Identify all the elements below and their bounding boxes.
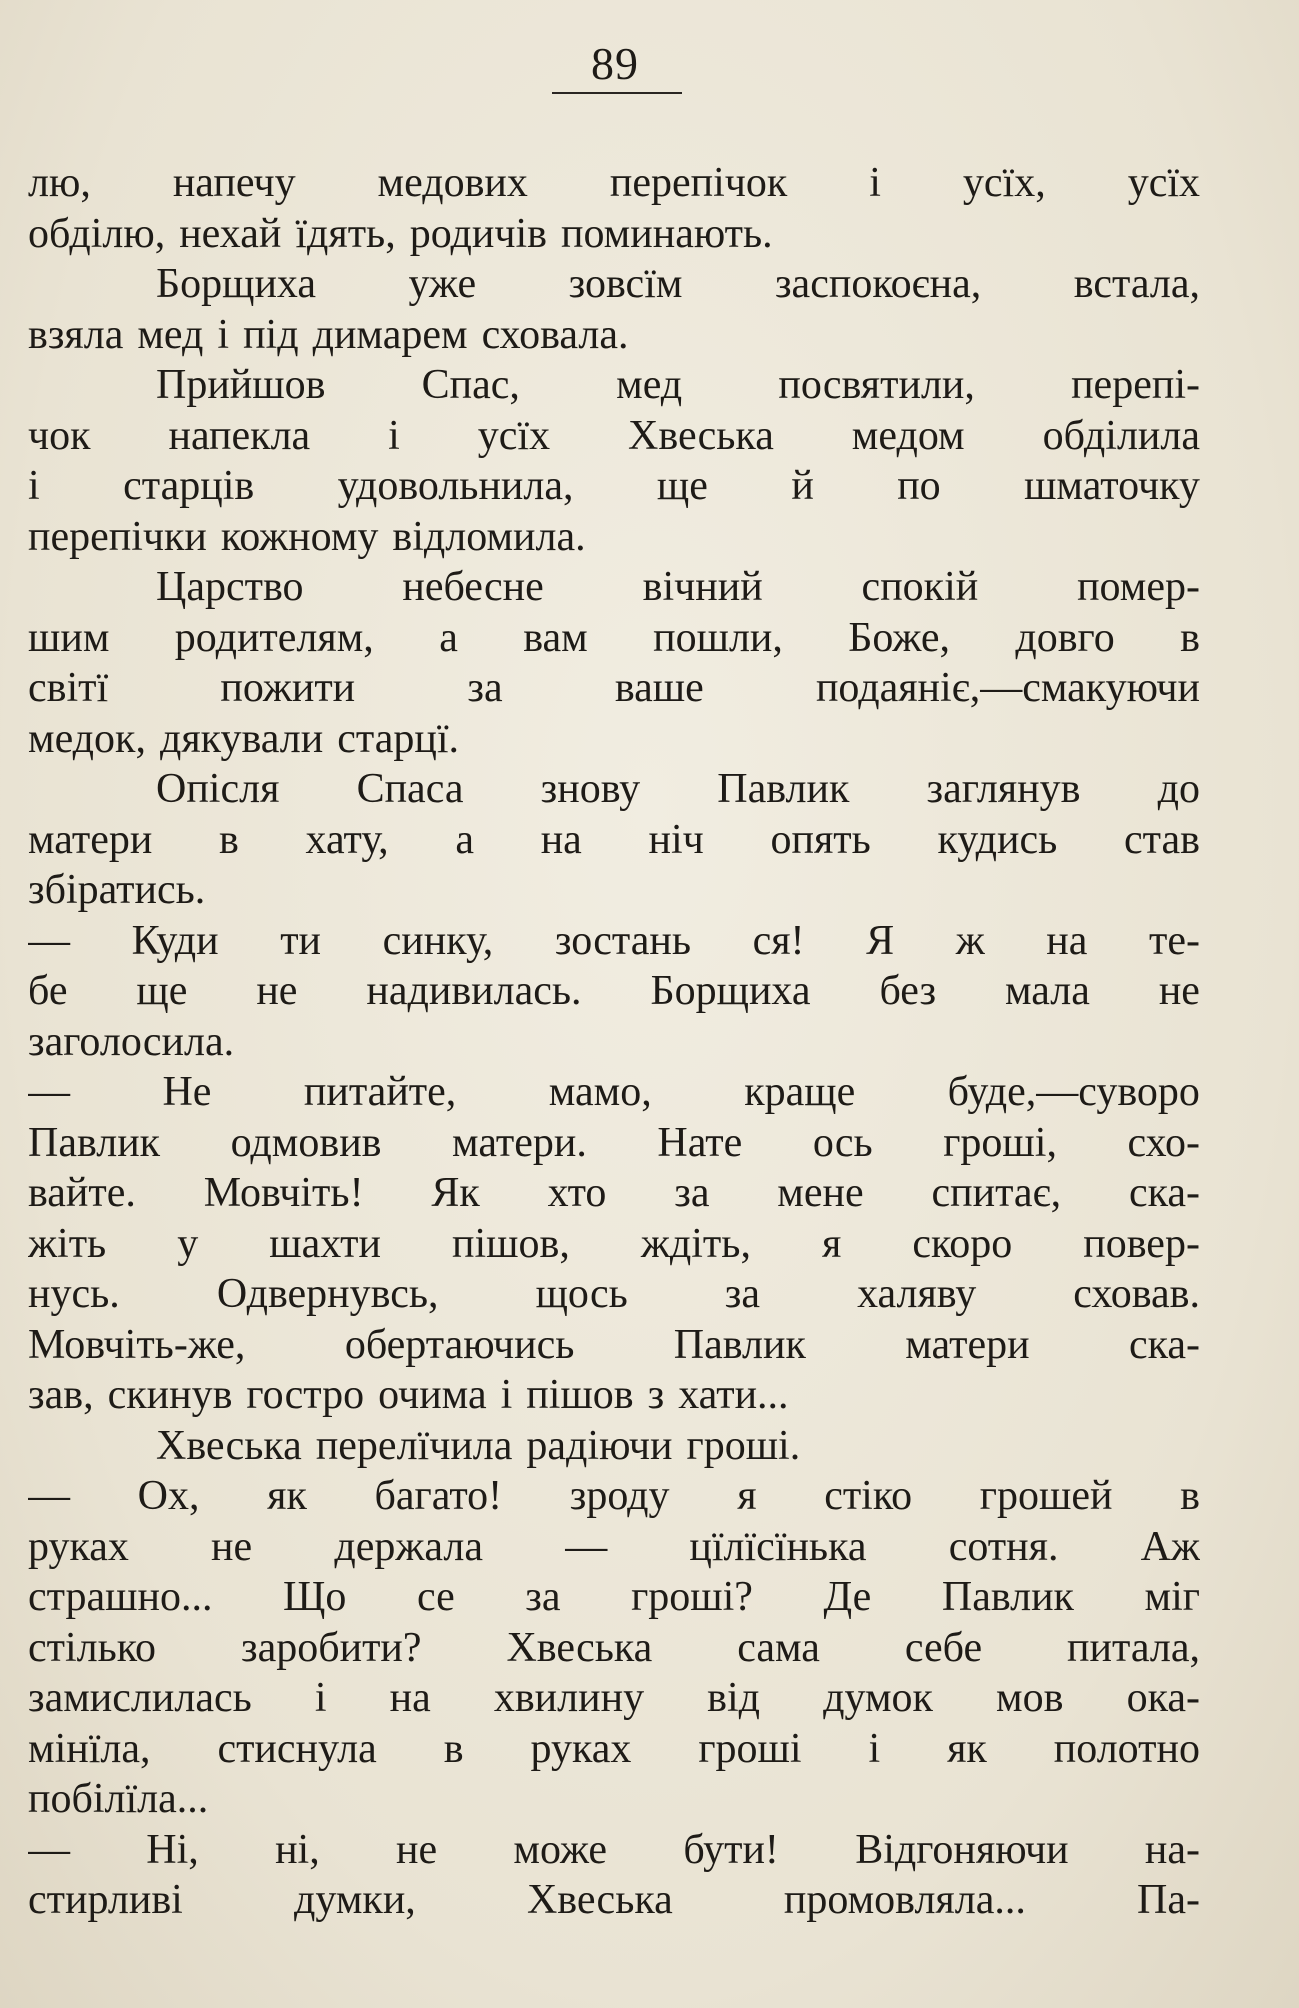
- word: старців: [123, 463, 255, 509]
- word: руках: [28, 1523, 129, 1570]
- word: ні,: [275, 1826, 320, 1873]
- word: думки,: [294, 1877, 416, 1923]
- text-line: [28, 259, 1200, 310]
- word: матери.: [452, 1119, 587, 1166]
- word: від: [707, 1675, 761, 1721]
- word: замислилась: [28, 1675, 252, 1721]
- word: став: [1123, 816, 1200, 863]
- word: Не: [162, 1069, 212, 1115]
- word: не: [256, 968, 298, 1014]
- word: жіть: [28, 1220, 107, 1267]
- word: лю,: [28, 160, 91, 206]
- word: думок: [823, 1675, 933, 1721]
- word: радіючи: [526, 1422, 673, 1469]
- word: стіко: [824, 1473, 913, 1519]
- word: спокій: [861, 564, 979, 610]
- word: держала: [334, 1523, 483, 1570]
- word: усїх: [1127, 160, 1200, 206]
- text-line: [28, 714, 1200, 765]
- text-line: [28, 1320, 1200, 1371]
- word: ось: [812, 1119, 873, 1166]
- word: грошей: [979, 1473, 1113, 1519]
- word: Спаса: [356, 766, 464, 812]
- text-line: [28, 1168, 1200, 1219]
- word: за: [525, 1574, 561, 1620]
- word: в: [443, 1725, 464, 1772]
- word: ніч: [648, 816, 704, 863]
- word: й: [791, 463, 814, 509]
- word: питайте,: [303, 1069, 457, 1115]
- word: вічний: [642, 564, 763, 610]
- word: ска-: [1128, 1321, 1200, 1368]
- word: —: [28, 1069, 70, 1115]
- word: шахти: [269, 1220, 382, 1267]
- page-number-rule: [552, 92, 682, 94]
- text-line: [28, 1673, 1200, 1724]
- word: шматочку: [1024, 463, 1200, 509]
- word: перепічки: [28, 513, 207, 560]
- word: надивилась.: [366, 968, 582, 1014]
- word: стирливі: [28, 1877, 183, 1923]
- word: а: [455, 816, 474, 863]
- word: побілїла...: [28, 1776, 209, 1822]
- word: перелїчила: [315, 1422, 513, 1469]
- text-line: [28, 1471, 1200, 1522]
- word: і: [217, 311, 230, 358]
- word: мінїла,: [28, 1725, 151, 1772]
- word: димарем: [312, 311, 468, 358]
- word: ж: [955, 917, 985, 964]
- word: мов: [996, 1675, 1064, 1721]
- word: небесне: [402, 564, 544, 610]
- text-line: [28, 916, 1200, 967]
- word: матери: [28, 816, 153, 863]
- text-line: [28, 764, 1200, 815]
- word: Нате: [657, 1119, 743, 1166]
- word: за: [674, 1170, 710, 1216]
- word: сховала.: [481, 311, 629, 358]
- text-line: [28, 966, 1200, 1017]
- word: заглянув: [926, 766, 1081, 812]
- word: Що: [283, 1574, 347, 1620]
- word: збіратись.: [28, 867, 206, 913]
- word: відломила.: [392, 513, 586, 560]
- word: хату,: [305, 816, 389, 863]
- text-line: [28, 360, 1200, 411]
- text-line: [28, 1017, 1200, 1068]
- word: Павлик: [941, 1574, 1074, 1620]
- word: подаяніє,—смакуючи: [815, 665, 1200, 711]
- word: перепі-: [1071, 362, 1200, 408]
- word: ще: [136, 968, 188, 1014]
- word: спитає,: [931, 1170, 1062, 1216]
- word: і: [500, 1372, 513, 1418]
- word: хто: [547, 1170, 607, 1216]
- word: Куди: [131, 917, 219, 964]
- word: промовляла...: [783, 1877, 1026, 1923]
- word: перепічок: [609, 160, 788, 206]
- word: стілько: [28, 1624, 157, 1671]
- word: за: [724, 1271, 761, 1317]
- text-line: [28, 1774, 1200, 1825]
- word: як: [267, 1473, 307, 1519]
- word: без: [879, 968, 937, 1014]
- word: напечу: [172, 160, 296, 206]
- text-line: [28, 1421, 1200, 1472]
- word: очима: [378, 1372, 487, 1418]
- word: пішов,: [452, 1220, 570, 1267]
- word: в: [1180, 1473, 1200, 1519]
- word: Борщиха: [650, 968, 811, 1014]
- word: вам: [523, 614, 588, 661]
- word: на-: [1144, 1826, 1200, 1873]
- text-line: [28, 1825, 1200, 1876]
- word: ваше: [614, 665, 704, 711]
- word: Хвеська: [526, 1877, 673, 1923]
- word: Павлик: [673, 1321, 806, 1368]
- word: гроші.: [686, 1422, 801, 1469]
- word: ще: [656, 463, 708, 509]
- word: усїх: [477, 412, 551, 459]
- word: гроші: [698, 1725, 802, 1772]
- word: медом: [851, 412, 965, 459]
- word: стиснула: [217, 1725, 377, 1772]
- word: може: [513, 1826, 608, 1873]
- word: щось: [535, 1271, 628, 1317]
- text-line: [28, 512, 1200, 563]
- word: Хвеська: [156, 1422, 302, 1469]
- text-line: [28, 310, 1200, 361]
- word: полотно: [1053, 1725, 1200, 1772]
- word: встала,: [1073, 261, 1200, 307]
- word: гостро: [246, 1372, 365, 1418]
- word: на: [1046, 917, 1088, 964]
- word: з: [647, 1372, 665, 1418]
- word: в: [219, 816, 239, 863]
- word: руках: [530, 1725, 632, 1772]
- word: пошли,: [653, 614, 783, 661]
- word: Борщиха: [156, 261, 317, 307]
- word: в: [1180, 614, 1200, 661]
- word: медових: [377, 160, 528, 206]
- word: знову: [540, 766, 641, 812]
- word: обертаючись: [344, 1321, 575, 1368]
- word: зовсїм: [568, 261, 683, 307]
- word: се: [416, 1574, 455, 1620]
- word: мене: [777, 1170, 864, 1216]
- word: бе: [28, 968, 68, 1014]
- word: медок,: [28, 715, 146, 762]
- word: уже: [408, 261, 477, 307]
- text-line: [28, 613, 1200, 664]
- word: на: [389, 1675, 431, 1721]
- word: посвятили,: [778, 362, 975, 408]
- word: Мовчіть!: [203, 1170, 364, 1216]
- text-line: [28, 411, 1200, 462]
- word: хвилину: [493, 1675, 645, 1721]
- word: Одвернувсь,: [216, 1271, 439, 1317]
- text-line: [28, 1522, 1200, 1573]
- word: за: [467, 665, 503, 711]
- word: нехай: [179, 210, 282, 257]
- word: Прийшов: [156, 362, 326, 408]
- word: і: [314, 1675, 327, 1721]
- word: родичів: [409, 210, 547, 257]
- word: сама: [737, 1624, 820, 1671]
- word: Я: [866, 917, 895, 964]
- word: старцї.: [337, 715, 459, 762]
- word: довго: [1015, 614, 1115, 661]
- word: синку,: [382, 917, 494, 964]
- word: зроду: [569, 1473, 670, 1519]
- word: у: [177, 1220, 199, 1267]
- word: нусь.: [28, 1271, 120, 1317]
- word: буде,—суворо: [947, 1069, 1200, 1115]
- word: Як: [431, 1170, 480, 1216]
- word: краще: [744, 1069, 856, 1115]
- word: зостань: [554, 917, 692, 964]
- word: ждіть,: [640, 1220, 751, 1267]
- word: заспокоєна,: [774, 261, 982, 307]
- word: дякували: [159, 715, 324, 762]
- page-number: 89: [591, 38, 639, 89]
- text-line: [28, 461, 1200, 512]
- word: і: [869, 160, 881, 206]
- word: Ох,: [137, 1473, 200, 1519]
- word: ти: [280, 917, 322, 964]
- word: мала: [1004, 968, 1090, 1014]
- word: одмовив: [230, 1119, 382, 1166]
- word: Ні,: [146, 1826, 199, 1873]
- word: помер-: [1077, 564, 1200, 610]
- word: Опісля: [156, 766, 280, 812]
- word: і: [28, 463, 40, 509]
- word: вайте.: [28, 1170, 136, 1216]
- word: —: [565, 1523, 608, 1570]
- word: Павлик: [28, 1119, 161, 1166]
- word: багато!: [374, 1473, 503, 1519]
- word: заробити?: [240, 1624, 422, 1671]
- word: гроші,: [943, 1119, 1057, 1166]
- word: опять: [770, 816, 871, 863]
- text-line: [28, 1572, 1200, 1623]
- word: напекла: [168, 412, 311, 459]
- word: Мовчіть-же,: [28, 1321, 246, 1368]
- word: я: [737, 1473, 757, 1519]
- word: бути!: [683, 1826, 779, 1873]
- word: і: [868, 1725, 881, 1772]
- word: пожити: [220, 665, 356, 711]
- word: не: [211, 1523, 253, 1570]
- word: кудись: [937, 816, 1058, 863]
- word: те-: [1148, 917, 1200, 964]
- text-line: [28, 865, 1200, 916]
- word: обділю,: [28, 210, 166, 257]
- word: питала,: [1067, 1624, 1200, 1671]
- word: пішов: [526, 1372, 634, 1418]
- text-line: [28, 1724, 1200, 1775]
- text-line: [28, 209, 1200, 260]
- word: скинув: [107, 1372, 233, 1418]
- word: Хвеська: [628, 412, 774, 459]
- word: Спас,: [421, 362, 520, 408]
- word: усїх,: [962, 160, 1046, 206]
- word: чок: [28, 412, 91, 459]
- word: сховав.: [1073, 1271, 1200, 1317]
- word: мамо,: [548, 1069, 652, 1115]
- word: ся!: [752, 917, 805, 964]
- word: хати...: [678, 1372, 789, 1418]
- word: їдять,: [295, 210, 396, 257]
- word: страшно...: [28, 1574, 213, 1620]
- word: шим: [28, 614, 110, 661]
- text-line: [28, 1269, 1200, 1320]
- word: сотня.: [948, 1523, 1059, 1570]
- word: ска-: [1128, 1170, 1200, 1216]
- word: зав,: [28, 1372, 94, 1418]
- text-line: [28, 1118, 1200, 1169]
- word: міг: [1144, 1574, 1200, 1620]
- word: Хвеська: [506, 1624, 653, 1671]
- text-line: [28, 1067, 1200, 1118]
- word: ока-: [1126, 1675, 1200, 1721]
- text-line: [28, 1370, 1200, 1421]
- word: кожному: [220, 513, 379, 560]
- word: заголосила.: [28, 1018, 235, 1065]
- word: Царство: [156, 564, 304, 610]
- word: не: [396, 1826, 438, 1873]
- text-line: [28, 1875, 1200, 1926]
- word: родителям,: [174, 614, 374, 661]
- word: поминають.: [560, 210, 773, 257]
- body-text: [28, 158, 1200, 1926]
- word: Аж: [1140, 1523, 1200, 1570]
- word: —: [28, 1826, 70, 1873]
- word: Відгоняючи: [855, 1826, 1069, 1873]
- word: а: [439, 614, 458, 661]
- word: не: [1158, 968, 1200, 1014]
- word: схо-: [1127, 1119, 1200, 1166]
- text-line: [28, 562, 1200, 613]
- word: світї: [28, 665, 109, 711]
- word: цїлїсїнька: [689, 1523, 867, 1570]
- word: мед: [616, 362, 683, 408]
- word: на: [540, 816, 582, 863]
- word: халяву: [857, 1271, 977, 1317]
- text-line: [28, 158, 1200, 209]
- word: гроші?: [631, 1574, 753, 1620]
- word: Павлик: [717, 766, 850, 812]
- text-line: [28, 1623, 1200, 1674]
- word: Боже,: [848, 614, 950, 661]
- word: мед: [137, 311, 204, 358]
- word: —: [28, 917, 70, 964]
- word: —: [28, 1473, 70, 1519]
- word: по: [897, 463, 941, 509]
- word: себе: [904, 1624, 983, 1671]
- word: Де: [823, 1574, 872, 1620]
- word: повер-: [1083, 1220, 1200, 1267]
- word: під: [243, 311, 299, 358]
- text-line: [28, 815, 1200, 866]
- word: обділила: [1042, 412, 1200, 459]
- text-line: [28, 663, 1200, 714]
- word: взяла: [28, 311, 124, 358]
- text-line: [28, 1219, 1200, 1270]
- word: як: [947, 1725, 987, 1772]
- word: скоро: [912, 1220, 1013, 1267]
- word: матери: [905, 1321, 1030, 1368]
- word: Па-: [1137, 1877, 1200, 1923]
- word: до: [1157, 766, 1200, 812]
- word: і: [388, 412, 400, 459]
- word: я: [821, 1220, 842, 1267]
- word: удовольнила,: [337, 463, 574, 509]
